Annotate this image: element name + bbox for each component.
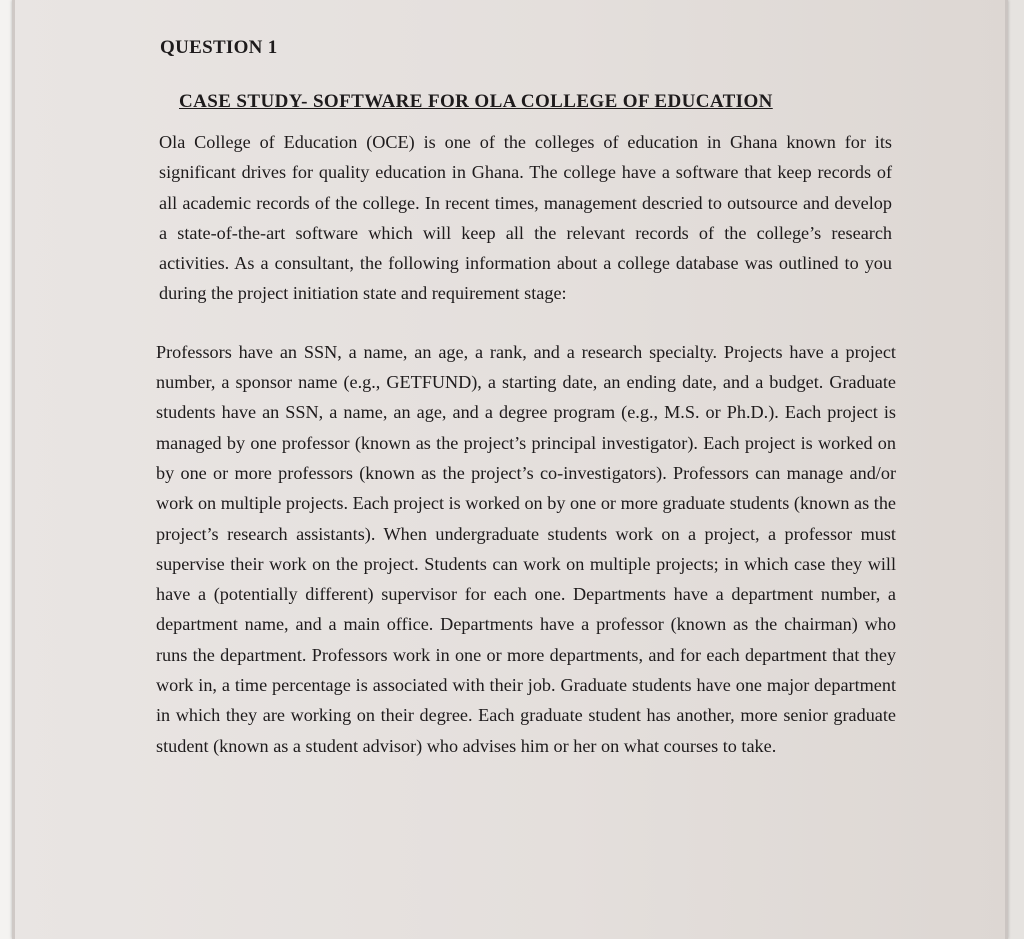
paper-right-edge xyxy=(1005,0,1008,939)
paper-left-edge xyxy=(12,0,15,939)
requirements-paragraph: Professors have an SSN, a name, an age, a rank, and a research specialty. Projects have a project number, a sponsor name (e.g., GETFUND), a starting date, an ending date, and a budget. Graduate students have an SSN, a name, an age, and a degree program (e.g., M.S. or Ph.D.). Each project is managed by one professor (known as the project’s principal investigator). Each project is worked on by one or more professors (known as the project’s co-investigators). Professors can manage and/or work on multiple projects. Each project is worked on by one or more graduate students (known as the project’s research assistants). When undergraduate students work on a project, a professor must supervise their work on the project. Students can work on multiple projects; in which case they will have a (potentially different) supervisor for each one. Departments have a department number, a department name, and a main office. Departments have a professor (known as the chairman) who runs the department. Professors work in one or more departments, and for each department that they work in, a time percentage is associated with their job. Graduate students have one major department in which they are working on their degree. Each graduate student has another, more senior graduate student (known as a student advisor) who advises him or her on what courses to take. xyxy=(156,341,896,756)
intro-paragraph: Ola College of Education (OCE) is one of the colleges of education in Ghana known for its significant drives for quality education in Ghana. The college have a software that keep records of all academic records of the college. In recent times, management descried to outsource and develop a state-of-the-art software which will keep all the relevant records of the college’s research activities. As a consultant, the following information about a college database was outlined to you during the project initiation state and requirement stage: xyxy=(159,132,892,304)
question-heading: QUESTION 1 xyxy=(160,37,278,58)
case-study-title: CASE STUDY- SOFTWARE FOR OLA COLLEGE OF EDUCATION xyxy=(179,91,773,112)
document-content xyxy=(146,30,896,761)
